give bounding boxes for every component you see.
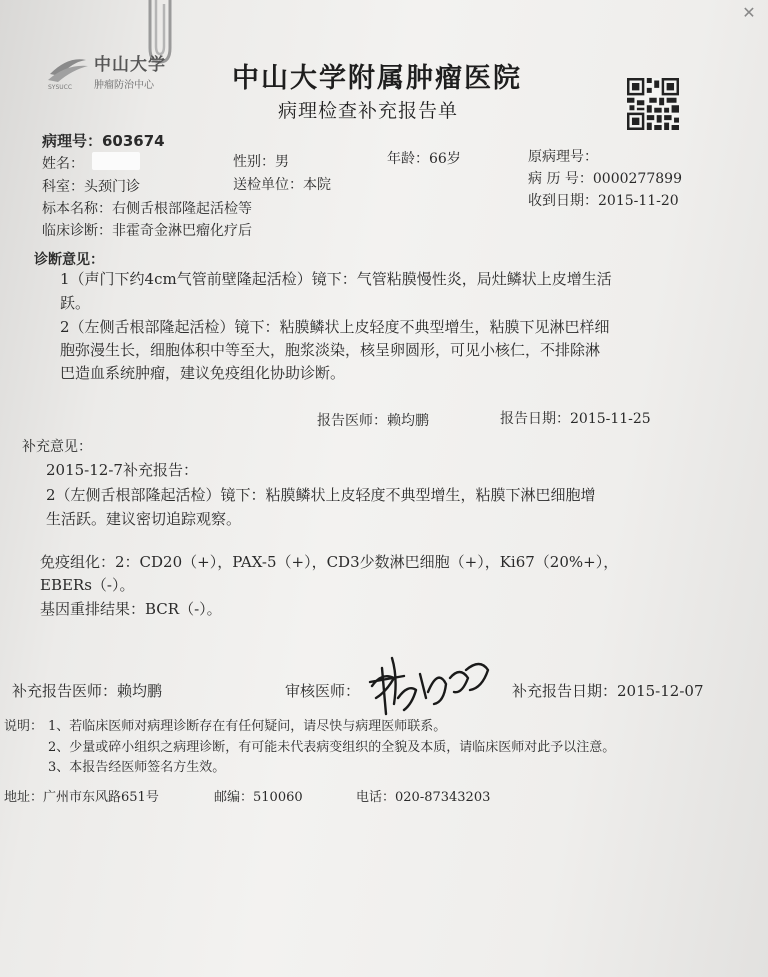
- report-subtitle: 病理检查补充报告单: [278, 100, 459, 122]
- supplement-reporting-physician: 补充报告医师：赖均鹏: [12, 682, 163, 700]
- logo-subtitle: 肿瘤防治中心: [94, 80, 154, 91]
- reviewer-signature-icon: [364, 648, 500, 720]
- diagnosis-line: 1（声门下约4cm气管前壁隆起活检）镜下：气管粘膜慢性炎，局灶鳞状上皮增生活: [60, 270, 612, 288]
- supplement-report-date: 补充报告日期：2015-12-07: [512, 682, 704, 700]
- note-item: 2、少量或碎小组织之病理诊断，有可能未代表病变组织的全貌及本质，请临床医师对此予以注意。: [48, 740, 616, 755]
- logo-abbreviation: SYSUCC: [48, 84, 73, 91]
- patient-name-redaction: [92, 152, 140, 170]
- diagnosis-heading: 诊断意见：: [34, 252, 104, 268]
- department: 科室：头颈门诊: [42, 179, 140, 195]
- supplement-date-line: 2015-12-7补充报告：: [46, 461, 198, 479]
- medical-record-number: 病 历 号：0000277899: [528, 171, 682, 187]
- specimen-name: 标本名称：右侧舌根部隆起活检等: [42, 201, 252, 217]
- reviewing-physician-label: 审核医师：: [285, 682, 361, 700]
- hospital-logo: [46, 50, 186, 100]
- patient-age: 年龄：66岁: [387, 151, 461, 167]
- hospital-postcode: 邮编：510060: [214, 790, 303, 805]
- reporting-physician: 报告医师：赖均鹏: [317, 413, 429, 429]
- received-date: 收到日期：2015-11-20: [528, 193, 679, 209]
- immunohistochemistry-line: EBERs（-）。: [40, 576, 135, 594]
- patient-gender: 性别：男: [233, 154, 289, 170]
- close-icon[interactable]: ✕: [742, 3, 756, 22]
- gene-rearrangement-result: 基因重排结果：BCR（-）。: [40, 600, 222, 618]
- supplement-line: 2（左侧舌根部隆起活检）镜下：粘膜鳞状上皮轻度不典型增生，粘膜下淋巴细胞增: [46, 486, 596, 504]
- patient-name-label: 姓名：: [42, 156, 84, 172]
- report-title: 中山大学附属肿瘤医院: [232, 63, 522, 94]
- supplement-line: 生活跃。建议密切追踪观察。: [46, 510, 242, 528]
- notes-label: 说明：: [4, 719, 44, 734]
- diagnosis-line: 跃。: [60, 294, 91, 312]
- original-pathology-number: 原病理号：: [528, 149, 598, 165]
- immunohistochemistry-line: 免疫组化：2：CD20（+），PAX-5（+），CD3少数淋巴细胞（+），Ki67（20%+），: [40, 553, 619, 571]
- diagnosis-line: 巴造血系统肿瘤，建议免疫组化协助诊断。: [60, 364, 346, 382]
- diagnosis-line: 2（左侧舌根部隆起活检）镜下：粘膜鳞状上皮轻度不典型增生，粘膜下见淋巴样细: [60, 318, 610, 336]
- supplement-heading: 补充意见：: [22, 439, 92, 455]
- report-date: 报告日期：2015-11-25: [500, 411, 651, 427]
- note-item: 1、若临床医师对病理诊断存在有任何疑问，请尽快与病理医师联系。: [48, 719, 447, 734]
- logo-name: 中山大学: [94, 55, 166, 75]
- clinical-diagnosis: 临床诊断：非霍奇金淋巴瘤化疗后: [42, 223, 252, 239]
- logo-emblem-icon: [46, 52, 90, 86]
- pathology-number: 病理号：603674: [42, 132, 165, 150]
- diagnosis-line: 胞弥漫生长，细胞体积中等至大，胞浆淡染，核呈卵圆形，可见小核仁，不排除淋: [60, 341, 601, 359]
- sending-unit: 送检单位：本院: [233, 177, 331, 193]
- hospital-address: 地址：广州市东风路651号: [4, 790, 159, 805]
- qr-code-icon: [627, 78, 679, 130]
- note-item: 3、本报告经医师签名方生效。: [48, 760, 226, 775]
- hospital-phone: 电话：020-87343203: [356, 790, 491, 805]
